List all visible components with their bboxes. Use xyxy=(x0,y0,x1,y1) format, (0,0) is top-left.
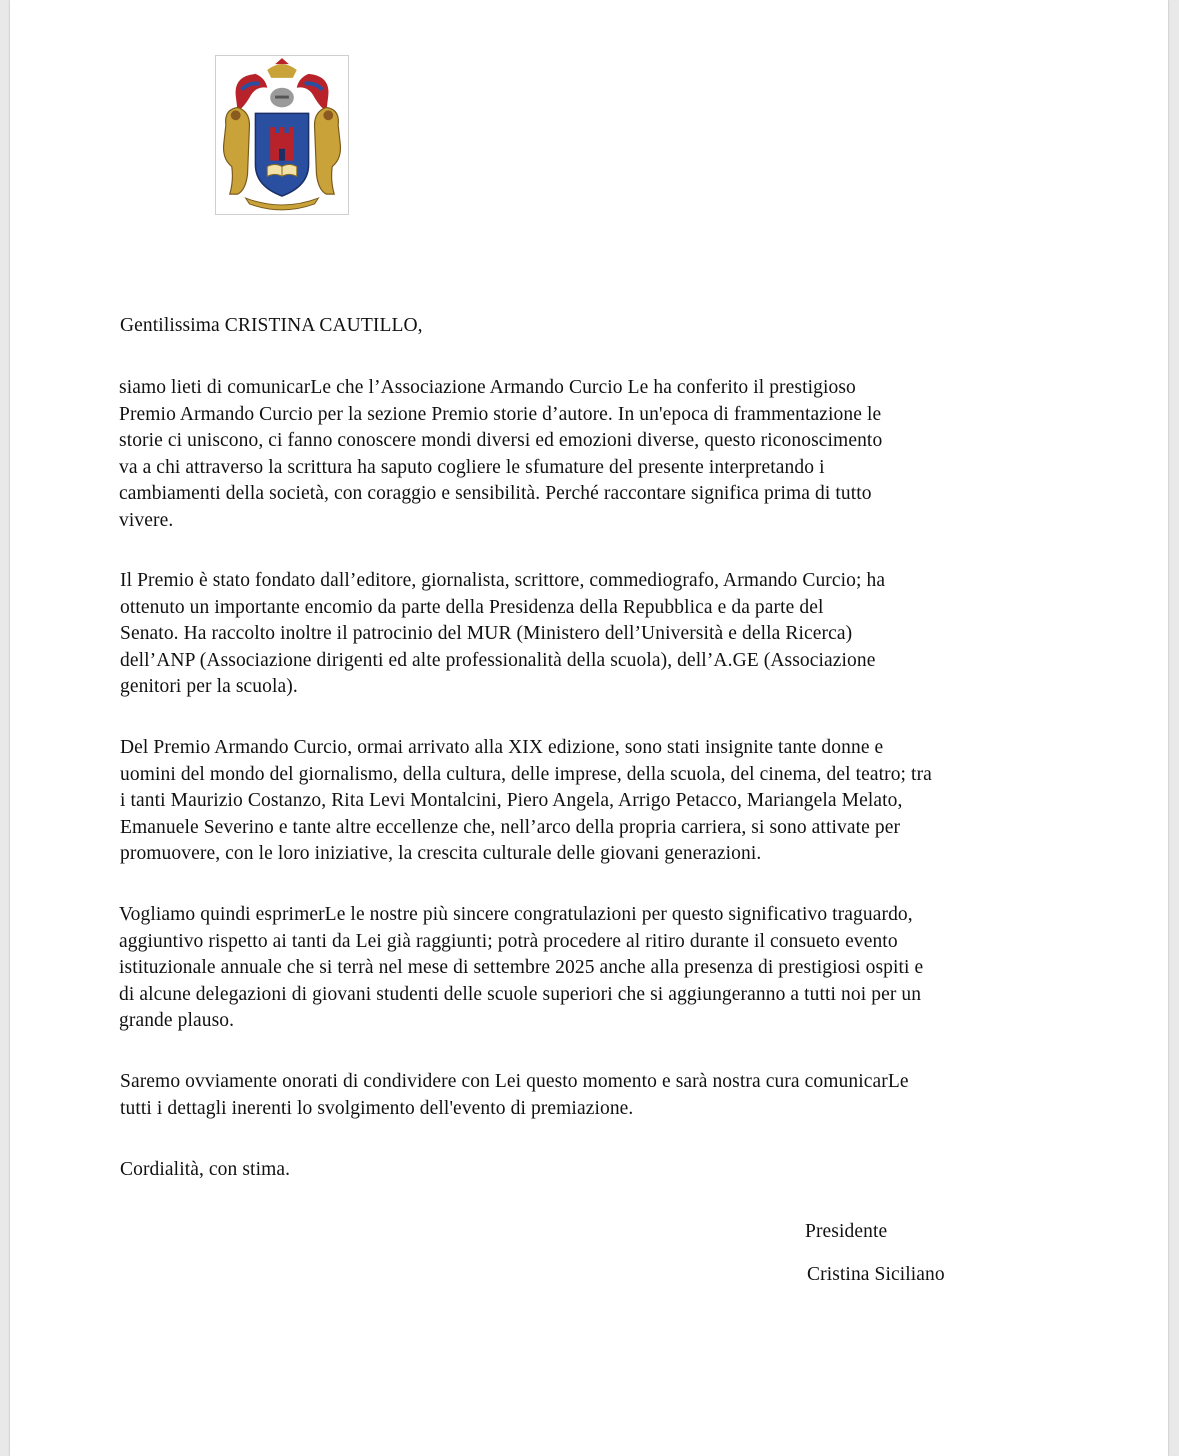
paragraph-line: aggiuntivo rispetto ai tanti da Lei già raggiunti; potrà procedere al ritiro durante il consueto evento xyxy=(119,930,898,952)
paragraph-line: Premio Armando Curcio per la sezione Premio storie d’autore. In un'epoca di frammentazione le xyxy=(119,403,882,425)
closing-text: Cordialità, con stima. xyxy=(120,1159,291,1180)
paragraph-1 xyxy=(119,375,882,534)
paragraph-line: istituzionale annuale che si terrà nel mese di settembre 2025 anche alla presenza di prestigiosi ospiti e xyxy=(119,957,924,978)
paragraph-line: tutti i dettagli inerenti lo svolgimento dell'evento di premiazione. xyxy=(120,1097,634,1119)
letter-page xyxy=(10,0,1168,1456)
signature-title xyxy=(805,1219,887,1246)
coat-of-arms-icon xyxy=(215,55,349,215)
signature-title-text: Presidente xyxy=(805,1221,888,1242)
paragraph-line: uomini del mondo del giornalismo, della cultura, delle imprese, della scuola, del cinema, del teatro; tra xyxy=(120,763,932,785)
paragraph-line: grande plauso. xyxy=(119,1010,235,1031)
paragraph-line: ottenuto un importante encomio da parte della Presidenza della Repubblica e da parte del xyxy=(120,596,824,618)
paragraph-line: Saremo ovviamente onorati di condividere con Lei questo momento e sarà nostra cura comunicarLe xyxy=(120,1071,909,1092)
paragraph-line: di alcune delegazioni di giovani studenti delle scuole superiori che si aggiungeranno a tutti noi per un xyxy=(119,983,922,1005)
paragraph-line: promuovere, con le loro iniziative, la crescita culturale delle giovani generazioni. xyxy=(120,843,762,864)
paragraph-2 xyxy=(120,568,885,701)
closing xyxy=(120,1157,290,1184)
paragraph-4 xyxy=(119,902,923,1035)
paragraph-line: storie ci uniscono, ci fanno conoscere mondi diversi ed emozioni diverse, questo riconoscimento xyxy=(119,430,883,451)
paragraph-line: genitori per la scuola). xyxy=(120,676,298,697)
paragraph-line: dell’ANP (Associazione dirigenti ed alte professionalità della scuola), dell’A.GE (Associazione xyxy=(120,649,876,671)
salutation xyxy=(120,313,423,340)
paragraph-5 xyxy=(120,1069,909,1122)
paragraph-line: Senato. Ha raccolto inoltre il patrocinio del MUR (Ministero dell’Università e della Ricerca) xyxy=(120,623,853,644)
paragraph-line: Emanuele Severino e tante altre eccellenze che, nell’arco della propria carriera, si sono attivate per xyxy=(120,816,901,838)
paragraph-line: cambiamenti della società, con coraggio e sensibilità. Perché raccontare significa prima di tutto xyxy=(119,483,872,504)
paragraph-line: Del Premio Armando Curcio, ormai arrivato alla XIX edizione, sono stati insignite tante donne e xyxy=(120,737,884,758)
paragraph-line: siamo lieti di comunicarLe che l’Associazione Armando Curcio Le ha conferito il prestigioso xyxy=(119,377,856,398)
salutation-text: Gentilissima CRISTINA CAUTILLO, xyxy=(120,315,423,336)
paragraph-line: Il Premio è stato fondato dall’editore, giornalista, scrittore, commediografo, Armando Curcio; ha xyxy=(120,570,886,591)
paragraph-line: va a chi attraverso la scrittura ha saputo cogliere le sfumature del presente interpretando i xyxy=(119,456,825,478)
paragraph-line: vivere. xyxy=(119,509,174,531)
paragraph-line: i tanti Maurizio Costanzo, Rita Levi Montalcini, Piero Angela, Arrigo Petacco, Mariangela Melato, xyxy=(120,790,903,811)
paragraph-3 xyxy=(120,735,932,868)
signature-name-text: Cristina Siciliano xyxy=(807,1264,945,1285)
paragraph-line: Vogliamo quindi esprimerLe le nostre più sincere congratulazioni per questo significativo traguardo, xyxy=(119,904,913,925)
signature-name xyxy=(807,1262,945,1289)
